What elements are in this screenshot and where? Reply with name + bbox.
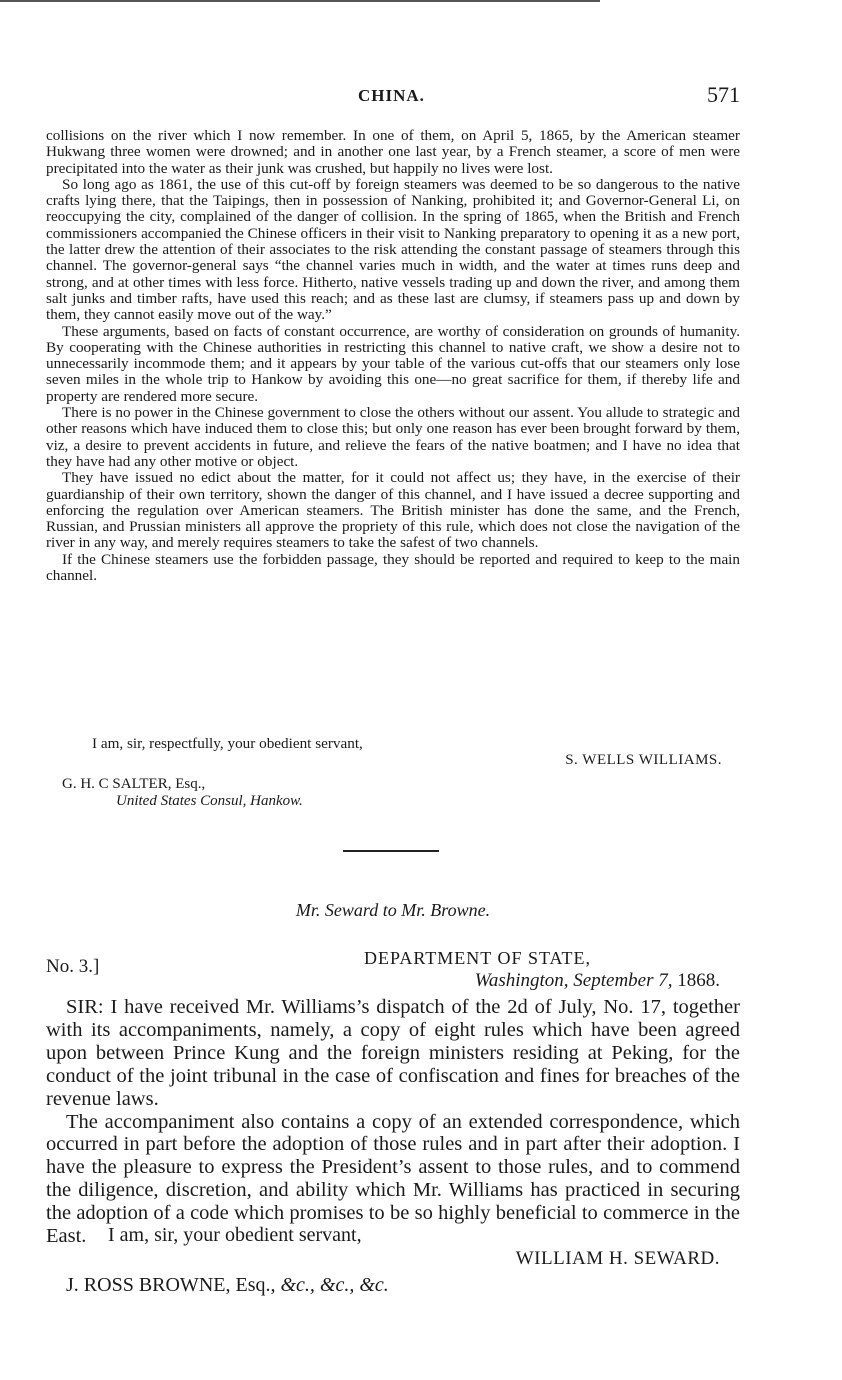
letter2-addressee	[66, 1274, 389, 1297]
dateline-year: 1868.	[677, 970, 720, 991]
letter1-paragraph: So long ago as 1861, the use of this cut-off by foreign steamers was deemed to be so dangerous to the native crafts lying there, that the Taipings, then in possession of Nanking, prohibited it; and Governor-General Li, on reoccupying the city, complained of the danger of collision. In the spring of 1865, when the British and French commissioners accompanied the Chinese officers in their visit to Nanking preparatory to opening it as a new port, the latter drew the attention of their associates to the risk attending the constant passage of steamers through this channel. The governor-general says “the channel varies much in width, and the water at times runs deep and strong, and at other times with less force. Hitherto, native vessels trading up and down the river, and among them salt junks and timber rafts, have used this reach; and as these last are clumsy, if steamers pass up and down by them, they cannot easily move out of the way.”	[46, 175, 740, 324]
letter2-paragraph: The accompaniment also contains a copy of an extended correspondence, which occurred in part before the adoption of those rules and in part after their adoption. I have the pleasure to express the President’s assent to those rules, and to commend the diligence, discretion, and ability which Mr. Williams has practiced in securing the adoption of a code which promises to be so highly beneficial to commerce in the East.	[46, 1110, 740, 1248]
dateline	[475, 970, 720, 992]
letter2-closing: I am, sir, your obedient servant,	[108, 1224, 362, 1246]
letter2-signature: WILLIAM H. SEWARD.	[515, 1248, 720, 1269]
page-number: 571	[707, 82, 740, 107]
letter1-paragraph: There is no power in the Chinese government to close the others without our assent. You allude to strategic and other reasons which have induced them to close this; but only one reason has ever been brought forward by them, viz, a desire to prevent accidents in future, and relieve the fears of the native boatmen; and I have no idea that they have had any other motive or object.	[46, 404, 740, 470]
top-edge-rule	[0, 0, 600, 2]
letter2-paragraph: SIR: I have received Mr. Williams’s dispatch of the 2d of July, No. 17, together with its accompaniments, namely, a copy of eight rules which have been agreed upon between Prince Kung and the foreign ministers residing at Peking, for the conduct of the joint tribunal in the case of confiscation and fines for breaches of the revenue laws.	[46, 996, 740, 1110]
letter2-heading: Mr. Seward to Mr. Browne.	[295, 900, 491, 920]
letter2-body	[46, 996, 740, 1248]
dateline-place: Washington, September 7,	[474, 970, 673, 991]
section-divider	[343, 850, 439, 852]
running-title: CHINA.	[358, 86, 425, 105]
letter1-closing	[46, 736, 740, 752]
letter1-paragraph: If the Chinese steamers use the forbidden passage, they should be reported and required to keep to the main channel.	[46, 550, 740, 585]
letter1-addressee-title: United States Consul, Hankow.	[116, 793, 303, 809]
page-header	[46, 82, 740, 108]
letter1-paragraph: collisions on the river which I now remember. In one of them, on April 5, 1865, by the American steamer Hukwang three women were drowned; and in another one last year, by a French steamer, a score of men were precipitated into the water as their junk was crushed, but happily no lives were lost.	[46, 127, 740, 177]
letter1-addressee-name: G. H. C SALTER, Esq.,	[62, 776, 206, 792]
letter1-paragraph: They have issued no edict about the matter, for it could not affect us; they have, in the exercise of their guardianship of their own territory, shown the danger of this channel, and I have issued a decree supporting and enforcing the regulation over American steamers. The British minister has done the same, and the French, Russian, and Prussian ministers all approve the propriety of this rule, which does not close the navigation of the river in any way, and merely requires steamers to take the safest of two channels.	[46, 469, 740, 552]
letter1-addressee	[62, 776, 303, 810]
department-of-state: DEPARTMENT OF STATE,	[364, 948, 592, 968]
letter1-paragraph: These arguments, based on facts of constant occurrence, are worthy of consideration on grounds of humanity. By cooperating with the Chinese authorities in restricting this channel to native craft, we show a desire not to unnecessarily incommode them; and it appears by your table of the various cut-offs that our steamers only lose seven miles in the whole trip to Hankow by avoiding this one—no great sacrifice for them, if thereby life and property are rendered more secure.	[46, 322, 740, 405]
letter1-signature: S. WELLS WILLIAMS.	[565, 752, 722, 768]
letter2-addressee-name: J. ROSS BROWNE, Esq.,	[66, 1274, 276, 1296]
letter1-body	[46, 128, 740, 584]
letter1-closing-line: I am, sir, respectfully, your obedient servant,	[92, 735, 363, 752]
letter2-addressee-etc: &c., &c., &c.	[280, 1274, 389, 1296]
dispatch-number: No. 3.]	[46, 956, 100, 977]
